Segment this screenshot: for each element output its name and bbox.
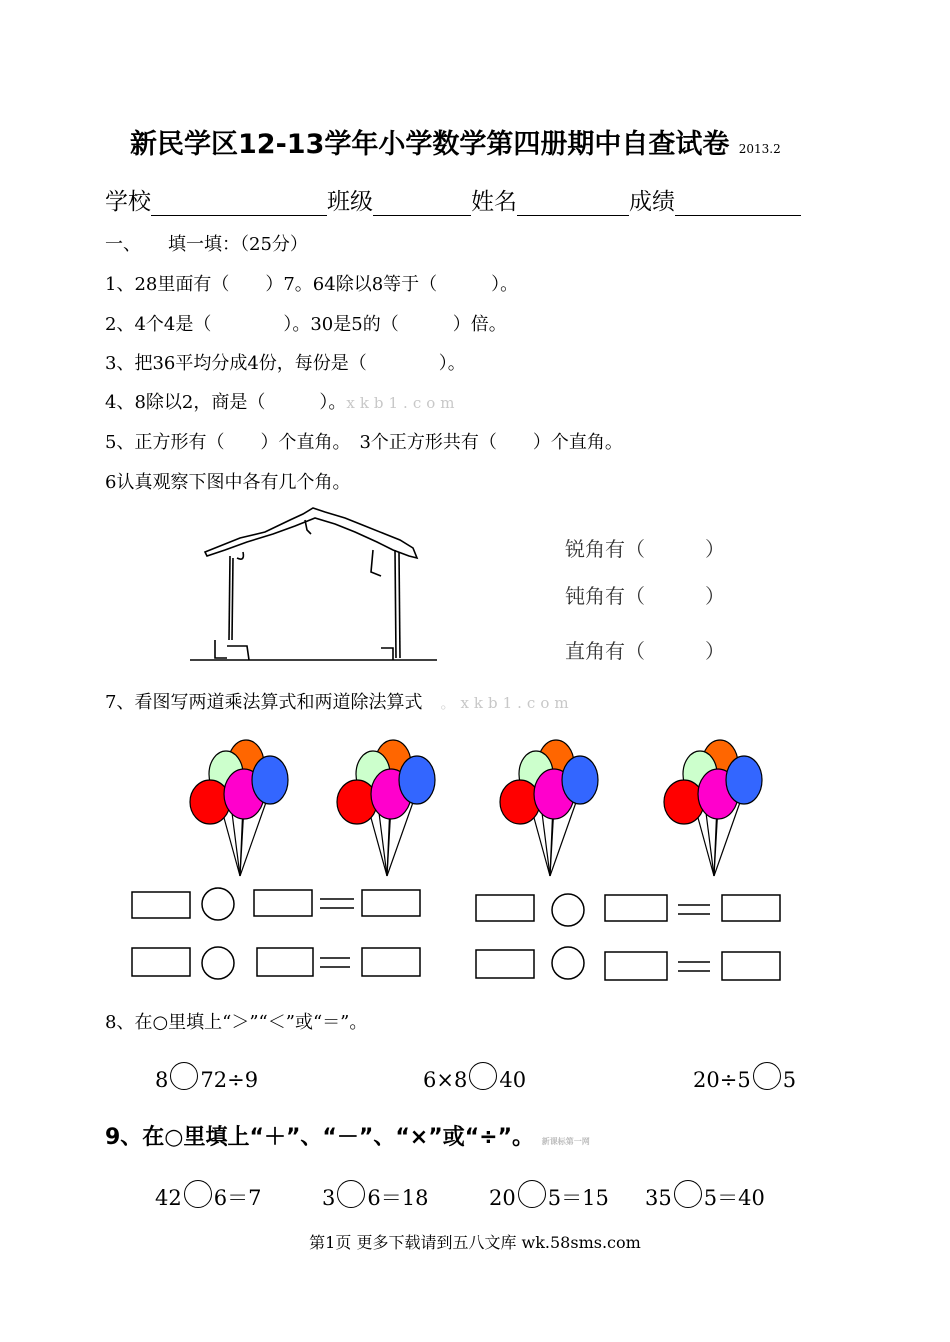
- answer-circle[interactable]: [753, 1062, 781, 1090]
- compare-item-3: [693, 1062, 796, 1092]
- obtuse-angle-label: 钝角有（ ）: [565, 584, 725, 608]
- right-angle-label: 直角有（ ）: [565, 639, 725, 663]
- answer-circle[interactable]: [518, 1180, 546, 1208]
- answer-circle[interactable]: [469, 1062, 497, 1090]
- equation-row-2-right[interactable]: [476, 947, 780, 980]
- operator-right: 5＝40: [703, 1186, 765, 1210]
- compare-right: 72÷9: [200, 1068, 259, 1092]
- class-label: 班级: [327, 189, 373, 215]
- compare-left: 6×8: [423, 1068, 468, 1092]
- question-6: 6认真观察下图中各有几个角。: [105, 472, 351, 493]
- operator-item-4: [645, 1180, 765, 1212]
- page-footer: 第1页 更多下载请到五八文库 wk.58sms.com: [309, 1233, 641, 1252]
- title-date: 2013.2: [738, 142, 781, 156]
- operator-left: 35: [645, 1186, 672, 1210]
- question-8: 8、在○里填上“＞”“＜”或“＝”。: [105, 1012, 368, 1033]
- operator-left: 42: [155, 1186, 182, 1210]
- page-title: [130, 122, 781, 161]
- operator-left: 3: [322, 1186, 336, 1210]
- compare-left: 20÷5: [693, 1068, 751, 1092]
- question-3: 3、把36平均分成4份，每份是（ ）。: [105, 353, 466, 374]
- balloon-bunch-2: [337, 740, 435, 876]
- compare-right: 40: [499, 1068, 527, 1092]
- equation-row-1-left[interactable]: [132, 888, 420, 920]
- question-9-text: 9、在○里填上“＋”、“－”、“×”或“÷”。: [105, 1125, 535, 1150]
- question-4-text: 4、8除以2，商是（ ）。: [105, 392, 347, 413]
- house-figure: [185, 500, 445, 670]
- watermark: xkb1.com: [346, 394, 460, 412]
- question-9: [105, 1120, 590, 1151]
- question-4: [105, 388, 459, 414]
- compare-right: 5: [782, 1068, 797, 1092]
- question-7-text: 7、看图写两道乘法算式和两道除法算式: [105, 692, 423, 713]
- compare-left: 8: [155, 1068, 169, 1092]
- operator-item-2: [322, 1180, 428, 1212]
- watermark-small: 新课标第一网: [541, 1137, 590, 1146]
- student-info-row: [105, 183, 801, 216]
- question-7: [105, 688, 574, 714]
- school-label: 学校: [105, 189, 151, 215]
- operator-left: 20: [489, 1186, 516, 1210]
- answer-circle[interactable]: [337, 1180, 365, 1208]
- title-text: 新民学区12-13学年小学数学第四册期中自查试卷: [130, 129, 730, 160]
- score-label: 成绩: [629, 189, 675, 215]
- compare-item-2: [423, 1062, 526, 1092]
- balloon-bunches: [0, 730, 950, 880]
- operator-right: 6＝7: [213, 1186, 262, 1210]
- score-blank[interactable]: [675, 191, 801, 216]
- answer-circle[interactable]: [170, 1062, 198, 1090]
- section-heading: 一、 填一填：（25分）: [105, 234, 308, 255]
- name-label: 姓名: [471, 189, 517, 215]
- acute-angle-label: 锐角有（ ）: [565, 537, 725, 561]
- balloon-bunch-1: [190, 740, 288, 876]
- equation-row-2-left[interactable]: [132, 947, 420, 979]
- balloon-bunch-4: [664, 740, 762, 876]
- class-blank[interactable]: [373, 191, 471, 216]
- operator-right: 5＝15: [547, 1186, 609, 1210]
- school-blank[interactable]: [151, 191, 327, 216]
- balloon-bunch-3: [500, 740, 598, 876]
- question-2: 2、4个4是（ ）。30是5的（ ）倍。: [105, 314, 507, 335]
- question-1: 1、28里面有（ ）7。64除以8等于（ ）。: [105, 274, 519, 295]
- operator-item-3: [489, 1180, 609, 1212]
- compare-item-1: [155, 1062, 258, 1092]
- operator-right: 6＝18: [367, 1186, 429, 1210]
- answer-circle[interactable]: [184, 1180, 212, 1208]
- watermark: 。xkb1.com: [440, 694, 574, 712]
- answer-circle[interactable]: [674, 1180, 702, 1208]
- operator-item-1: [155, 1180, 261, 1212]
- equation-boxes: [0, 880, 950, 990]
- equation-row-1-right[interactable]: [476, 894, 780, 926]
- question-5: 5、正方形有（ ）个直角。 3个正方形共有（ ）个直角。: [105, 432, 623, 453]
- name-blank[interactable]: [517, 191, 629, 216]
